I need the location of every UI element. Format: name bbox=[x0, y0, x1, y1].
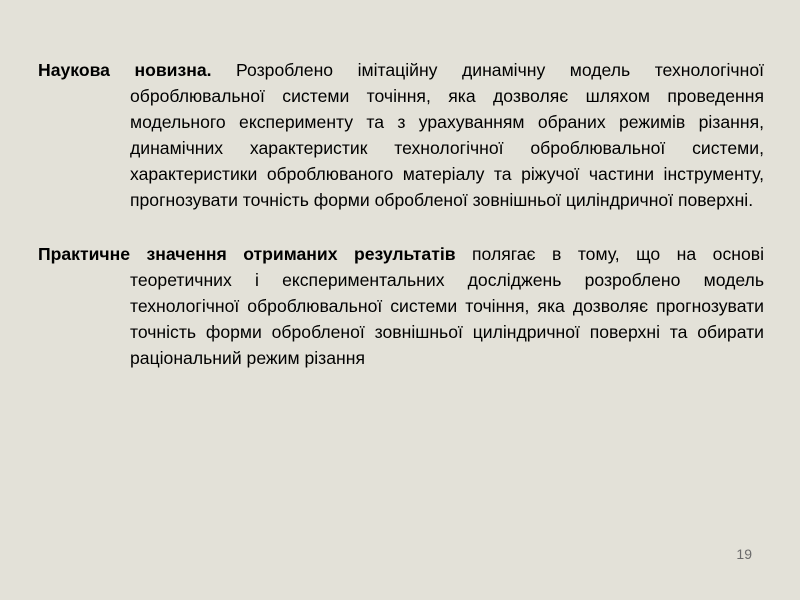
scientific-novelty-text: Розроблено імітаційну динамічну модель технологічної оброблювальної системи точіння, яка дозволяє шляхом проведення модельного експерименту та з урахуванням обраних режимів різання, динамічних характеристик технологічної оброблювальної системи, характеристики оброблюваного матеріалу та ріжучої частини інструменту, прогнозувати точність форми обробленої зовнішньої циліндричної поверхні. bbox=[130, 60, 764, 211]
scientific-novelty-heading: Наукова новизна. bbox=[38, 60, 212, 80]
practical-value-paragraph bbox=[38, 241, 764, 371]
scientific-novelty-paragraph bbox=[38, 57, 764, 214]
slide-content bbox=[38, 57, 764, 371]
practical-value-text: полягає в тому, що на основі теоретичних і експериментальних досліджень розроблено модель технологічної оброблювальної системи точіння, яка дозволяє прогнозувати точність форми обробленої зовнішньої циліндричної поверхні та обирати раціональний режим різання bbox=[130, 243, 764, 368]
page-number: 19 bbox=[736, 546, 752, 562]
practical-value-heading: Практичне значення отриманих результатів bbox=[38, 243, 456, 264]
